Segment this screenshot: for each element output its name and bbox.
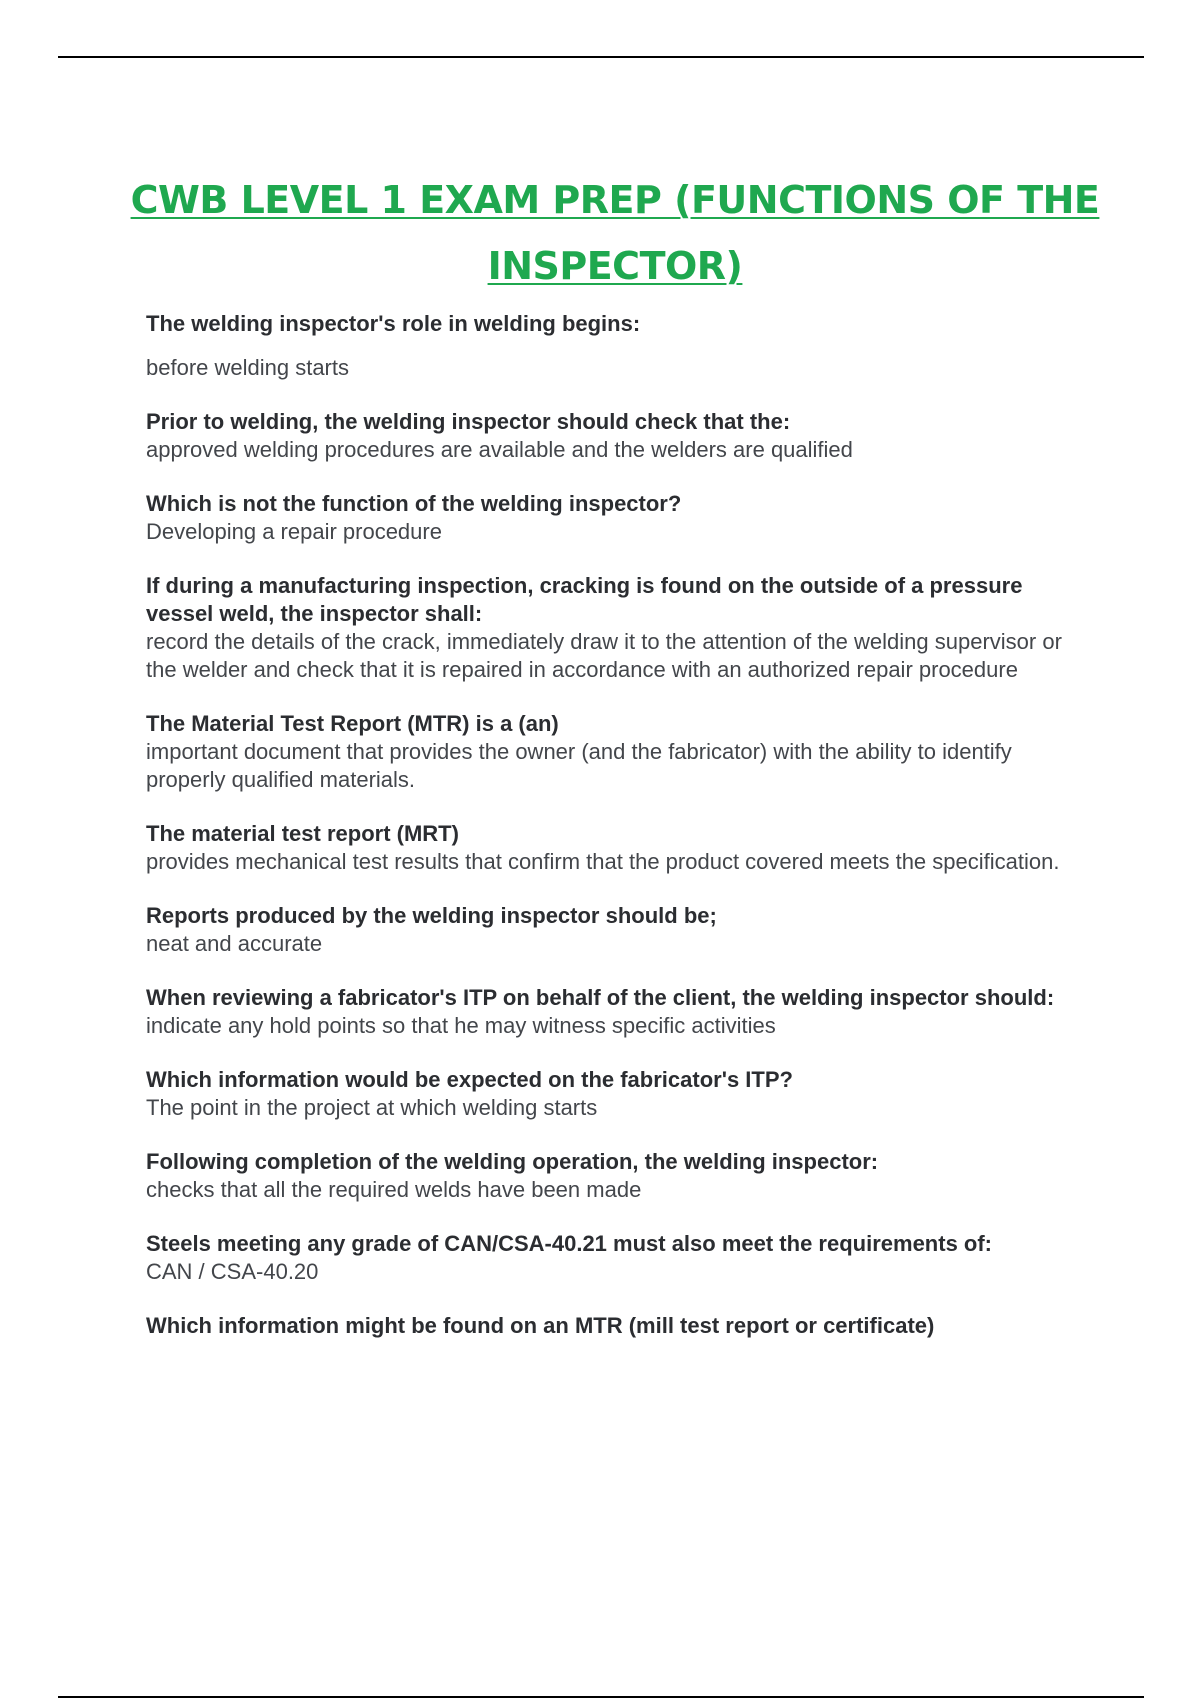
question: The welding inspector's role in welding begins:	[146, 311, 641, 336]
answer: checks that all the required welds have been made	[146, 1177, 642, 1202]
qa-item	[146, 1312, 1076, 1340]
question: If during a manufacturing inspection, cracking is found on the outside of a pressure vessel weld, the inspector shall:	[146, 573, 1023, 626]
question: When reviewing a fabricator's ITP on behalf of the client, the welding inspector should:	[146, 985, 1055, 1010]
answer: important document that provides the owner (and the fabricator) with the ability to identify properly qualified materials.	[146, 739, 1012, 792]
qa-item	[146, 1066, 1076, 1122]
qa-item	[146, 984, 1076, 1040]
qa-item	[146, 310, 1076, 382]
qa-item	[146, 902, 1076, 958]
question: Steels meeting any grade of CAN/CSA-40.21 must also meet the requirements of:	[146, 1231, 993, 1256]
answer: approved welding procedures are available and the welders are qualified	[146, 437, 853, 462]
question: Following completion of the welding operation, the welding inspector:	[146, 1149, 879, 1174]
qa-item	[146, 820, 1076, 876]
qa-item	[146, 1148, 1076, 1204]
answer: Developing a repair procedure	[146, 519, 442, 544]
answer: before welding starts	[146, 355, 349, 380]
top-rule	[58, 56, 1144, 58]
qa-item	[146, 490, 1076, 546]
question: Prior to welding, the welding inspector should check that the:	[146, 409, 791, 434]
qa-item	[146, 572, 1076, 684]
answer: neat and accurate	[146, 931, 323, 956]
qa-item	[146, 408, 1076, 464]
qa-item	[146, 1230, 1076, 1286]
answer: The point in the project at which welding starts	[146, 1095, 598, 1120]
question: Which is not the function of the welding inspector?	[146, 491, 682, 516]
bottom-rule	[58, 1696, 1144, 1698]
qa-item	[146, 710, 1076, 794]
answer: provides mechanical test results that confirm that the product covered meets the specification.	[146, 849, 1060, 874]
answer: CAN / CSA-40.20	[146, 1259, 319, 1284]
question: The material test report (MRT)	[146, 821, 459, 846]
page-title: CWB LEVEL 1 EXAM PREP (FUNCTIONS OF THE INSPECTOR)	[130, 178, 1100, 288]
answer: indicate any hold points so that he may witness specific activities	[146, 1013, 776, 1038]
question: The Material Test Report (MTR) is a (an)	[146, 711, 559, 736]
question: Which information would be expected on the fabricator's ITP?	[146, 1067, 793, 1092]
question: Which information might be found on an MTR (mill test report or certificate)	[146, 1313, 935, 1338]
answer: record the details of the crack, immediately draw it to the attention of the welding supervisor or the welder and check that it is repaired in accordance with an authorized repair procedure	[146, 629, 1062, 682]
qa-list	[146, 310, 1076, 1366]
question: Reports produced by the welding inspector should be;	[146, 903, 717, 928]
